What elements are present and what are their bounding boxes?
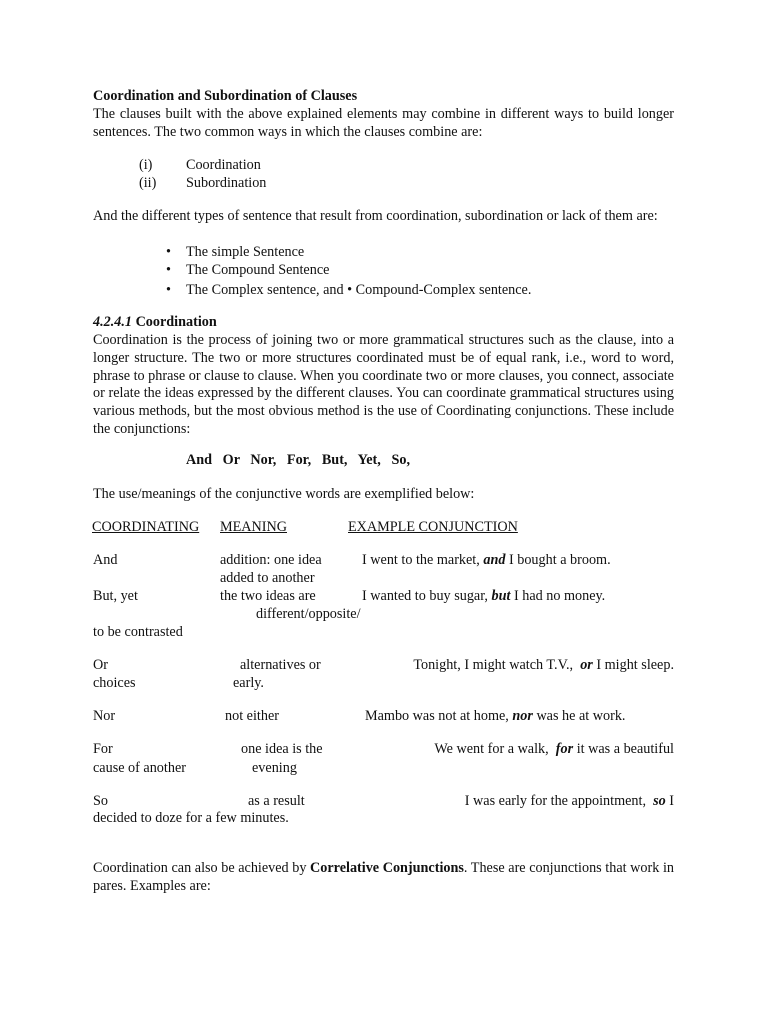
coordination-paragraph: Coordination is the process of joining two or more grammatical structures such as the clause, into a longer structure. The two or more structures coordinated must be of equal rank, i.e., word to word, phrase to phrase or clause to clause. When you coordinate two or more clauses, you connect, associate or relate the ideas expressed by the different clauses. You can coordinate grammatical structures using various methods, but the most obvious method is the use of Coordinating conjunctions. These include the conjunctions: (93, 332, 674, 437)
header-example: EXAMPLE CONJUNCTION (348, 519, 518, 535)
list-num: (i) (139, 157, 153, 173)
example-text: I wanted to buy sugar, (362, 588, 488, 604)
row-or-meaning: alternatives or (240, 657, 321, 673)
row-so-word: So (93, 793, 108, 809)
list-num: (ii) (139, 175, 157, 191)
row-so-meaning: as a result (248, 793, 305, 809)
bullet-item: The simple Sentence (186, 244, 305, 260)
example-text: I was early for the appointment, (464, 793, 646, 809)
row-but-example (362, 588, 605, 606)
bullet-icon: • (166, 282, 171, 298)
row-for-example (407, 741, 674, 759)
row-or-word: Or (93, 657, 108, 673)
row-but-word: But, yet (93, 588, 138, 604)
row-and-meaning: addition: one idea (220, 552, 322, 568)
example-text: I had no money. (513, 588, 606, 604)
example-text: Tonight, I might watch T.V., (413, 657, 574, 673)
row-for-meaning: one idea is the (241, 741, 323, 757)
row-for-example-cont: evening (252, 760, 297, 776)
subsection-title: Coordination (135, 314, 217, 330)
bullet-icon: • (166, 244, 171, 260)
subsection-heading (93, 314, 217, 332)
example-keyword: for (555, 741, 574, 757)
types-intro-paragraph: And the different types of sentence that result from coordination, subordination or lack of them are: (93, 208, 658, 224)
bullet-item: The Complex sentence, and • Compound-Complex sentence. (186, 282, 532, 298)
example-text: We went for a walk, (434, 741, 549, 757)
row-and-example (362, 552, 611, 570)
header-coordinating: COORDINATING (92, 519, 200, 535)
example-text: I bought a broom. (508, 552, 611, 568)
section-heading: Coordination and Subordination of Clauses (93, 88, 358, 104)
example-text: I (669, 793, 674, 809)
row-so-example-cont: decided to doze for a few minutes. (93, 810, 289, 826)
intro-paragraph: The clauses built with the above explained elements may combine in different ways to build longer sentences. The two common ways in which the clauses combine are: (93, 106, 674, 140)
header-meaning: MEANING (220, 519, 287, 535)
list-item: Coordination (186, 157, 261, 173)
example-text: was he at work. (536, 708, 626, 724)
example-keyword: nor (512, 708, 533, 724)
row-and-word: And (93, 552, 118, 568)
row-but-meaning-cont: different/opposite/ (256, 606, 361, 622)
correlative-paragraph (93, 860, 674, 895)
example-text: I went to the market, (362, 552, 480, 568)
row-or-meaning-cont: choices (93, 675, 136, 691)
example-text: Mambo was not at home, (365, 708, 509, 724)
correlative-term: Correlative Conjunctions (310, 860, 464, 876)
bullet-icon: • (166, 262, 171, 278)
row-or-example (387, 657, 674, 675)
correlative-text: . These are conjunctions that work in pares. Examples are: (93, 860, 674, 894)
example-keyword: but (491, 588, 511, 604)
row-nor-meaning: not either (225, 708, 279, 724)
row-or-example-cont: early. (233, 675, 264, 691)
bullet-item: The Compound Sentence (186, 262, 330, 278)
example-text: I might sleep. (596, 657, 674, 673)
uses-intro: The use/meanings of the conjunctive words are exemplified below: (93, 486, 475, 502)
list-item: Subordination (186, 175, 267, 191)
correlative-text: Coordination can also be achieved by (93, 860, 307, 876)
subsection-number: 4.2.4.1 (93, 314, 133, 330)
row-but-meaning-cont2: to be contrasted (93, 624, 183, 640)
row-for-meaning-cont: cause of another (93, 760, 186, 776)
example-keyword: or (580, 657, 593, 673)
row-nor-word: Nor (93, 708, 116, 724)
row-so-example (440, 793, 674, 811)
example-keyword: and (483, 552, 506, 568)
row-nor-example (365, 708, 625, 726)
row-and-meaning-cont: added to another (220, 570, 315, 586)
example-keyword: so (653, 793, 666, 809)
row-but-meaning: the two ideas are (220, 588, 316, 604)
example-text: it was a beautiful (576, 741, 674, 757)
conjunctions-line: And Or Nor, For, But, Yet, So, (186, 452, 410, 468)
row-for-word: For (93, 741, 113, 757)
